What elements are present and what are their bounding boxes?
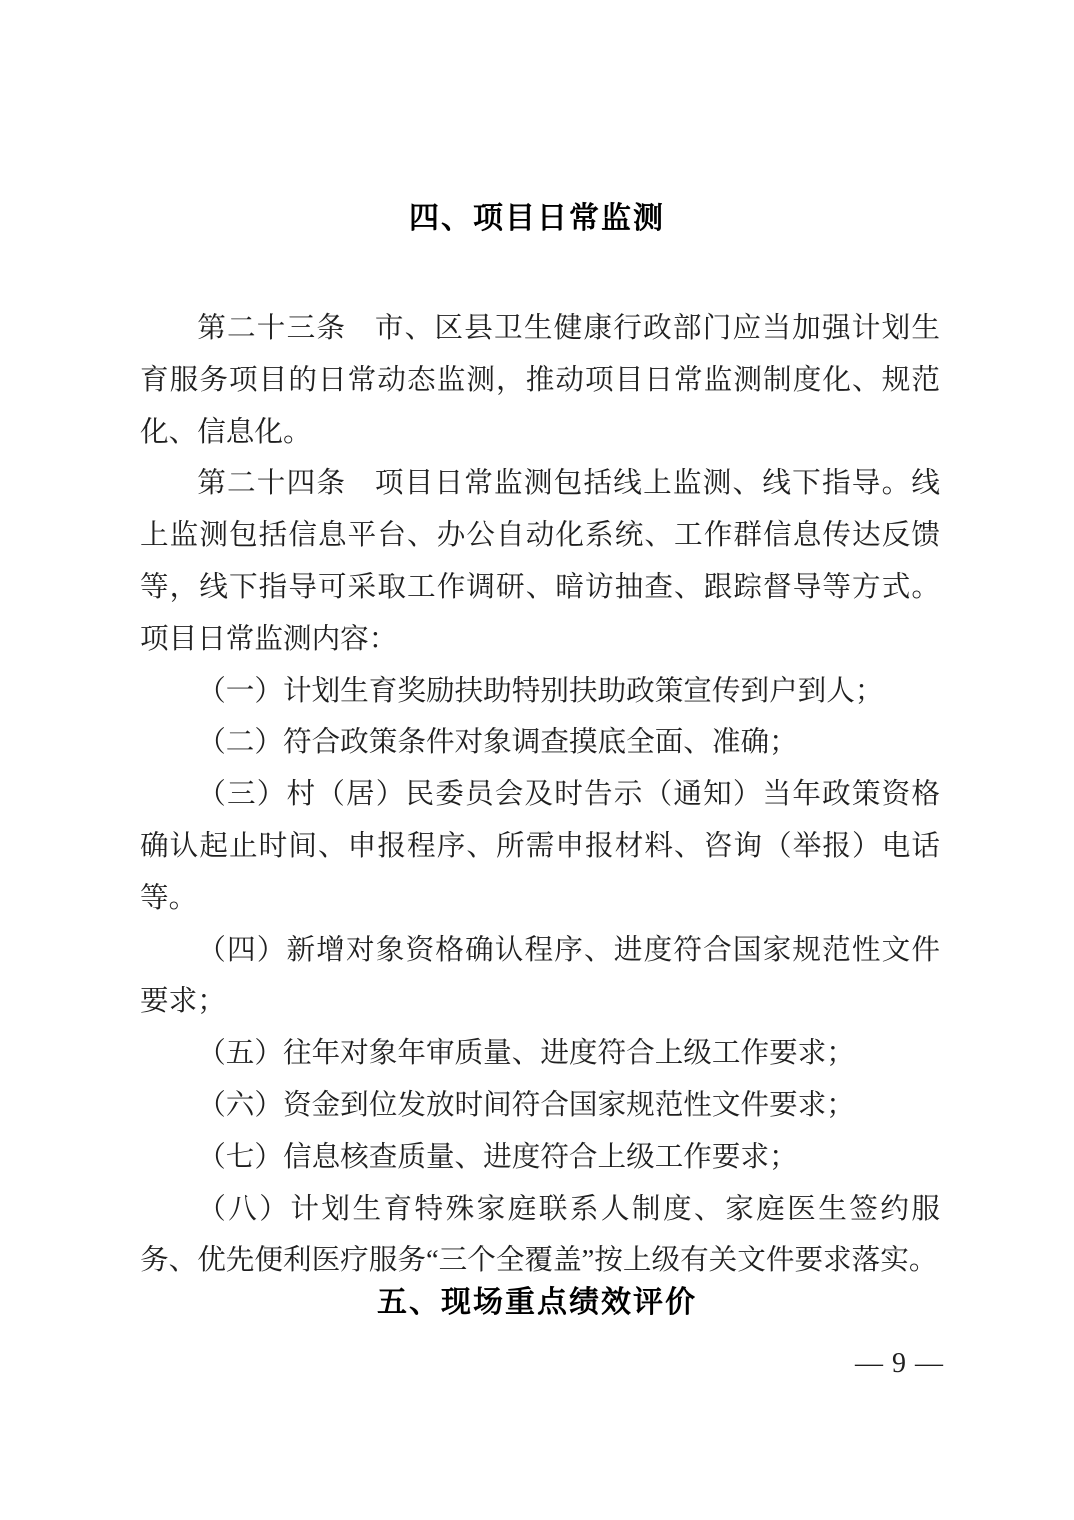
monitoring-item-7: （七）信息核查质量、进度符合上级工作要求； (197, 1141, 798, 1173)
monitoring-item-1: （一）计划生育奖励扶助特别扶助政策宣传到户到人； (197, 675, 884, 707)
article-23-text: 市、区县卫生健康行政部门应当加强计划生育服务项目的日常动态监测，推动项目日常监测制度化、规范化、信息化。 (140, 313, 940, 448)
section-heading-4: 四、项目日常监测 (409, 202, 665, 235)
monitoring-item-5: （五）往年对象年审质量、进度符合上级工作要求； (197, 1038, 855, 1070)
monitoring-item-8: （八）计划生育特殊家庭联系人制度、家庭医生签约服务、优先便利医疗服务“三个全覆盖”按上级有关文件要求落实。 (140, 1193, 940, 1277)
monitoring-item-2: （二）符合政策条件对象调查摸底全面、准确； (197, 727, 798, 759)
article-23-number: 第二十三条 (197, 313, 347, 344)
article-23-paragraph (140, 303, 940, 458)
monitoring-item-3: （三）村（居）民委员会及时告示（通知）当年政策资格确认起止时间、申报程序、所需申报材料、咨询（举报）电话等。 (140, 779, 940, 914)
article-24-paragraph (140, 458, 940, 665)
document-body (140, 303, 940, 1287)
article-24-number: 第二十四条 (197, 468, 347, 500)
page-number: — 9 — (855, 1348, 944, 1379)
article-24-text: 项目日常监测包括线上监测、线下指导。线上监测包括信息平台、办公自动化系统、工作群信息传达反馈等，线下指导可采取工作调研、暗访抽查、跟踪督导等方式。项目日常监测内容： (140, 468, 940, 655)
section-heading-5: 五、现场重点绩效评价 (377, 1286, 697, 1319)
monitoring-item-6: （六）资金到位发放时间符合国家规范性文件要求； (197, 1089, 855, 1121)
monitoring-item-4: （四）新增对象资格确认程序、进度符合国家规范性文件要求； (140, 934, 940, 1018)
